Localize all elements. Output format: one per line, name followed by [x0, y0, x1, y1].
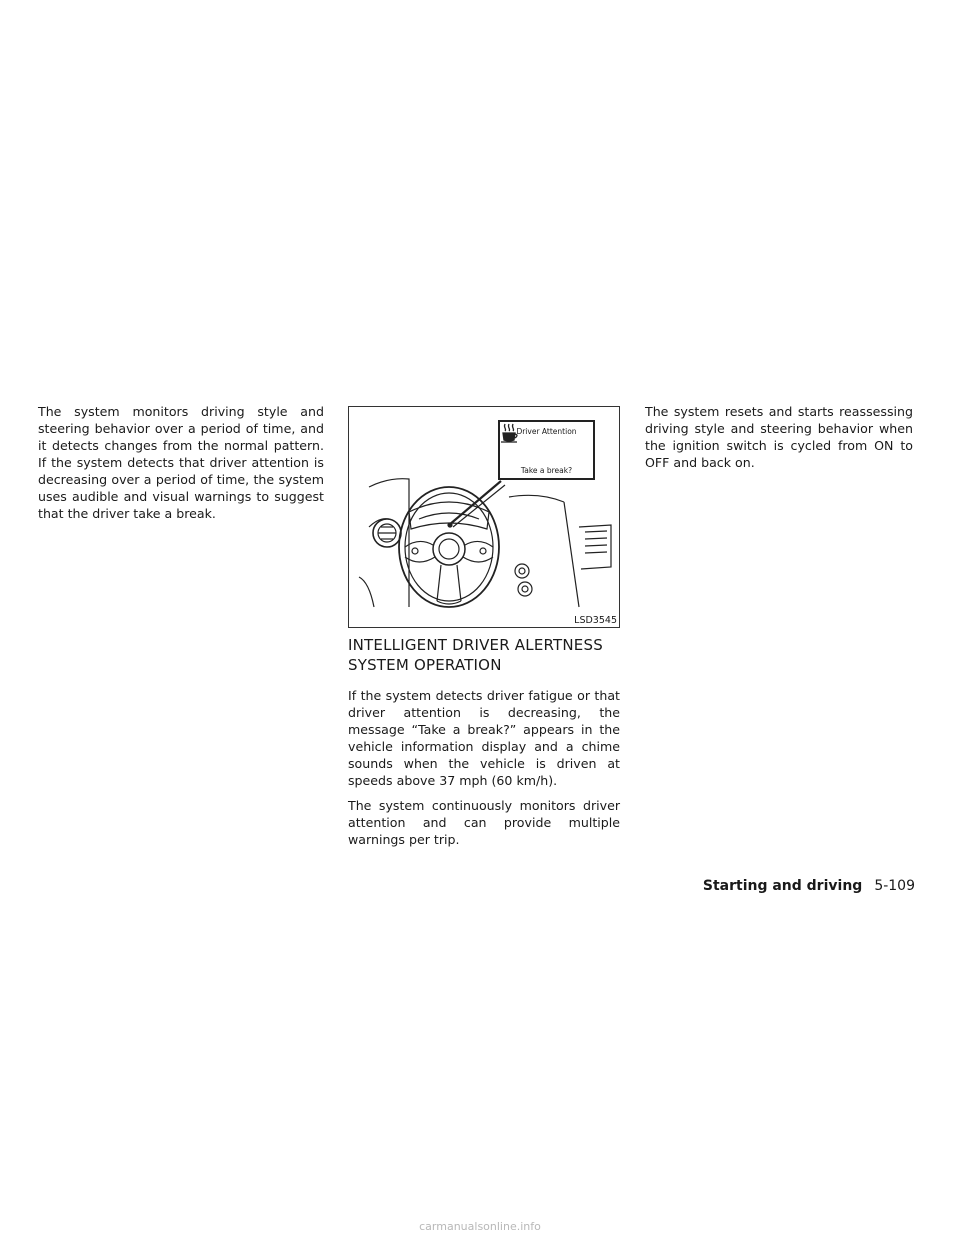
popup-title: Driver Attention — [516, 427, 577, 436]
middle-paragraph-2: The system continuously monitors driver attention and can provide multiple warnings per trip. — [348, 798, 620, 847]
section-heading: INTELLIGENT DRIVER ALERTNESS SYSTEM OPERATION — [348, 636, 603, 674]
left-paragraph: The system monitors driving style and steering behavior over a period of time, and it detects changes from the normal pattern. If the system detects that driver attention is decreasing over a period of time, the system uses audible and visual warnings to suggest that the driver take a break. — [38, 404, 324, 521]
page-footer — [703, 876, 915, 896]
driver-attention-popup — [498, 420, 595, 480]
left-column — [38, 403, 324, 530]
footer-section-title: Starting and driving — [702, 878, 863, 894]
middle-column — [348, 635, 620, 856]
watermark: carmanualsonline.info — [419, 1220, 541, 1233]
right-column — [645, 403, 913, 479]
page-number: 5-109 — [874, 878, 915, 894]
figure-label: LSD3545 — [574, 615, 617, 626]
popup-message: Take a break? — [520, 466, 573, 475]
coffee-cup-icon — [500, 422, 520, 444]
dashboard-illustration — [348, 406, 620, 628]
right-paragraph: The system resets and starts reassessing driving style and steering behavior when the ignition switch is cycled from ON to OFF and back on. — [645, 404, 913, 470]
middle-paragraph-1: If the system detects driver fatigue or that driver attention is decreasing, the message “Take a break?” appears in the vehicle information display and a chime sounds when the vehicle is driven at speeds above 37 mph (60 km/h). — [348, 688, 620, 788]
